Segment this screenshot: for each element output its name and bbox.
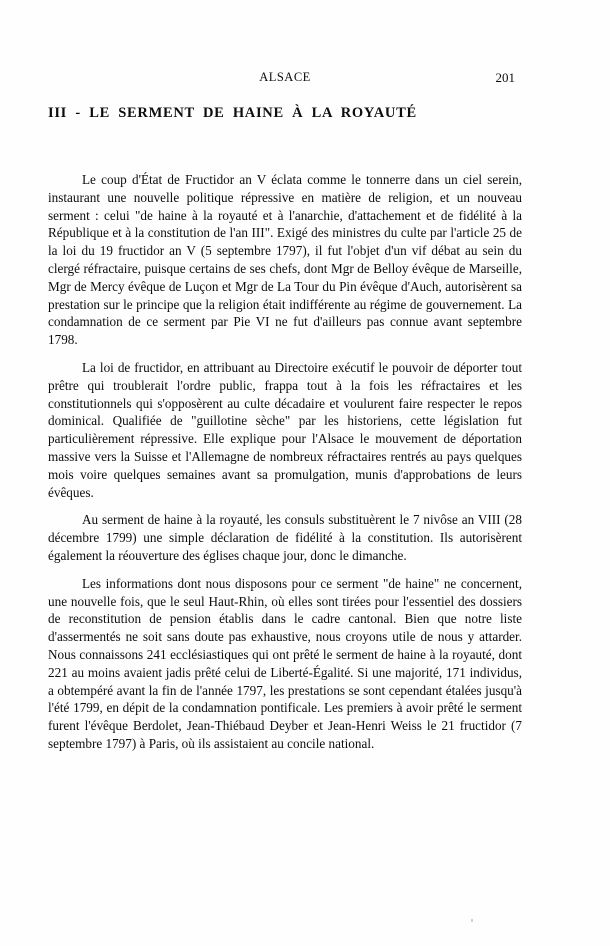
running-header-title: ALSACE	[259, 70, 311, 84]
scan-artifact	[471, 919, 473, 922]
paragraph-3: Au serment de haine à la royauté, les consuls substituèrent le 7 nivôse an VIII (28 décembre 1799) une simple déclaration de fidélité à la constitution. Ils autorisèrent également la réouverture des églises chaque jour, donc le dimanche.	[48, 512, 522, 563]
body-text	[48, 171, 522, 763]
paragraph-1: Le coup d'État de Fructidor an V éclata comme le tonnerre dans un ciel serein, instaurant une nouvelle politique répressive en matière de religion, et un nouveau serment : celui "de haine à la royauté et à l'anarchie, d'attachement et de fidélité à la République et à la constitution de l'an III". Exigé des ministres du culte par l'article 25 de la loi du 19 fructidor an V (5 septembre 1797), il fut l'objet d'un vif débat au sein du clergé réfractaire, puisque certains de ses chefs, dont Mgr de Belloy évêque de Marseille, Mgr de Mercy évêque de Luçon et Mgr de La Tour du Pin évêque d'Auch, autorisèrent sa prestation sur le principe que la religion était indifférente au régime de gouvernement. La condamnation de ce serment par Pie VI ne fut d'ailleurs pas connue avant septembre 1798.	[48, 172, 522, 348]
paragraph-4: Les informations dont nous disposons pour ce serment "de haine" ne concernent, une nouvelle fois, que le seul Haut-Rhin, où elles sont tirées pour l'essentiel des dossiers de reconstitution de pension établis dans le cadre cantonal. Bien que notre liste d'assermentés ne soit sans doute pas exhaustive, nous croyons utile de nous y attarder. Nous connaissons 241 ecclésiastiques qui ont prêté le serment de haine à la royauté, dont 221 au moins avaient jadis prêté celui de Liberté-Égalité. Si une majorité, 171 individus, a obtempéré avant la fin de l'année 1797, les prestations se sont cependant étalées jusqu'à l'été 1799, en dépit de la condamnation pontificale. Les premiers à avoir prêté le serment furent l'évêque Berdolet, Jean-Thiébaud Deyber et Jean-Henri Weiss le 21 fructidor (7 septembre 1797) à Paris, où ils assistaient au concile national.	[48, 575, 522, 751]
paragraph-2: La loi de fructidor, en attribuant au Directoire exécutif le pouvoir de déporter tout prêtre qui troublerait l'ordre public, frappa tout à la fois les réfractaires et les constitutionnels qui s'opposèrent au culte décadaire et voulurent faire respecter le repos dominical. Qualifiée de "guillotine sèche" par les historiens, cette législation fut particulièrement répressive. Elle explique pour l'Alsace le mouvement de déportation massive vers la Suisse et l'Allemagne de nombreux réfractaires rentrés au pays quelques mois voire quelques semaines avant sa promulgation, munis d'approbations de leurs évêques.	[48, 359, 522, 500]
section-heading: III - LE SERMENT DE HAINE À LA ROYAUTÉ	[48, 105, 417, 121]
running-header-row	[48, 70, 522, 88]
page-number: 201	[495, 70, 515, 85]
